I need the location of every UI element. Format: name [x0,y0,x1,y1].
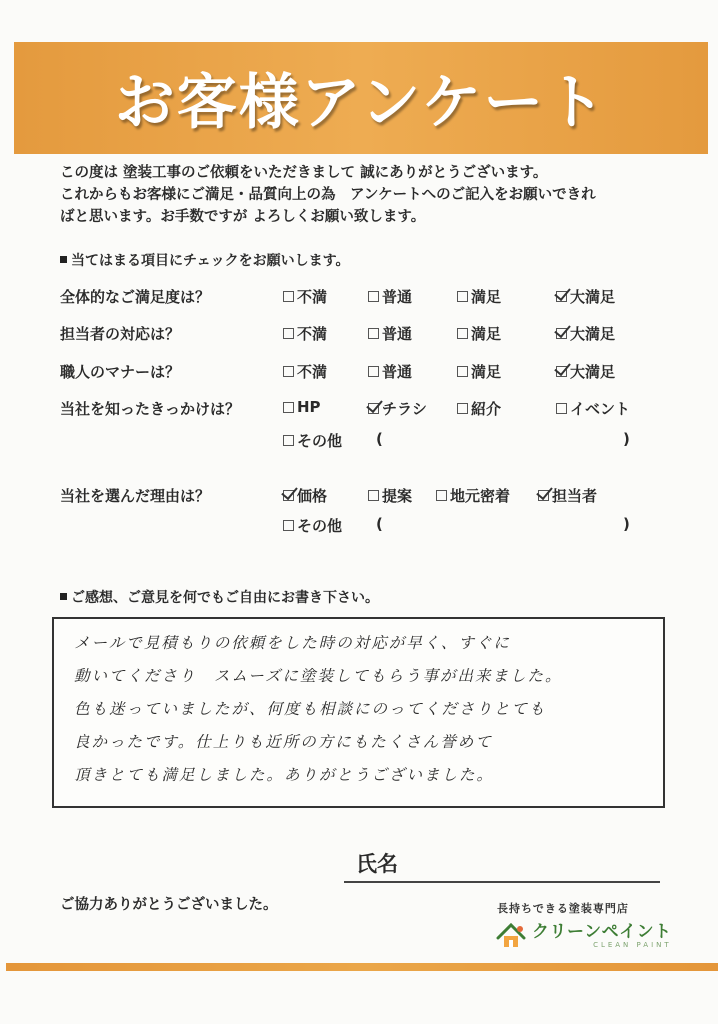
comments-heading: ご感想、ご意見を何でもご自由にお書き下さい。 [60,587,379,607]
handwritten-line: 頂きとても満足しました。ありがとうございました。 [74,766,495,784]
checkbox-icon[interactable] [368,490,379,501]
option-checkbox[interactable]: その他 [283,430,342,451]
option-checkbox[interactable]: 地元密着 [436,485,510,506]
other-input-close-paren: ) [623,430,630,448]
checkbox-checked-icon[interactable] [538,490,549,501]
question-reason-chosen: 当社を選んだ理由は？ [60,487,211,505]
option-checkbox[interactable]: 価格 [283,485,327,506]
checkbox-checked-icon[interactable] [556,328,567,339]
option-checkbox[interactable]: 満足 [457,286,501,307]
other-input-field[interactable] [392,428,617,448]
logo-text: クリーンペイント [532,921,672,942]
checkbox-icon[interactable] [283,291,294,302]
question-how-found: 当社を知ったきっかけは？ [60,400,241,418]
checkbox-icon[interactable] [283,435,294,446]
other-input-close-paren: ) [623,515,630,533]
page-title: お客様アンケート [114,68,608,138]
checklist-heading: 当てはまる項目にチェックをお願いします。 [60,250,349,270]
option-checkbox[interactable]: 大満足 [556,286,615,307]
question-overall-satisfaction: 全体的なご満足度は？ [60,288,211,306]
option-checkbox[interactable]: 大満足 [556,323,615,344]
intro-line: ばと思います。お手数ですが よろしくお願い致します。 [60,209,426,225]
name-input-line[interactable] [344,881,660,883]
question-staff-response: 担当者の対応は？ [60,325,181,343]
checkbox-icon[interactable] [556,403,567,414]
title-banner [14,42,708,154]
option-checkbox[interactable]: イベント [556,398,630,419]
checkbox-icon[interactable] [283,366,294,377]
name-label: 氏名 [356,852,398,876]
bottom-accent-bar [6,963,718,971]
checkbox-icon[interactable] [283,520,294,531]
option-checkbox[interactable]: 紹介 [457,398,501,419]
option-checkbox[interactable]: チラシ [368,398,427,419]
option-checkbox[interactable]: 担当者 [538,485,597,506]
option-checkbox[interactable]: 満足 [457,323,501,344]
checkbox-icon[interactable] [457,291,468,302]
option-checkbox[interactable]: 不満 [283,361,327,382]
handwritten-line: 良かったです。仕上りも近所の方にもたくさん誉めて [74,733,493,751]
other-input-field[interactable] [392,513,617,533]
checkbox-checked-icon[interactable] [283,490,294,501]
option-checkbox[interactable]: 大満足 [556,361,615,382]
handwritten-line: 動いてくださり スムーズに塗装してもらう事が出来ました。 [74,667,563,685]
checkbox-icon[interactable] [436,490,447,501]
intro-line: この度は 塗装工事のご依頼をいただきまして 誠にありがとうございます。 [60,165,548,181]
option-checkbox[interactable]: 普通 [368,323,412,344]
handwritten-line: 色も迷っていましたが、何度も相談にのってくださりとても [74,700,547,718]
handwritten-line: メールで見積もりの依頼をした時の対応が早く、すぐに [74,634,511,652]
other-input-open-paren: ( [376,430,383,448]
company-tagline: 長持ちできる塗装専門店 [497,902,629,915]
checkbox-checked-icon[interactable] [556,366,567,377]
checkbox-icon[interactable] [368,366,379,377]
option-checkbox[interactable]: 普通 [368,361,412,382]
checkbox-checked-icon[interactable] [556,291,567,302]
checkbox-checked-icon[interactable] [368,403,379,414]
option-checkbox[interactable]: 不満 [283,286,327,307]
option-checkbox[interactable]: 満足 [457,361,501,382]
bullet-square-icon [60,593,67,600]
thanks-message: ご協力ありがとうございました。 [60,897,278,913]
question-craftsman-manners: 職人のマナーは？ [60,363,181,381]
intro-line: これからもお客様にご満足・品質向上の為 アンケートへのご記入をお願いできれ [60,187,596,203]
bullet-square-icon [60,256,67,263]
checkbox-icon[interactable] [457,403,468,414]
option-checkbox[interactable]: その他 [283,515,342,536]
checkbox-icon[interactable] [457,328,468,339]
checkbox-icon[interactable] [368,328,379,339]
checkbox-icon[interactable] [368,291,379,302]
option-checkbox[interactable]: HP [283,398,321,416]
company-logo [494,920,672,952]
checkbox-icon[interactable] [283,328,294,339]
comment-textarea[interactable] [52,617,665,808]
other-input-open-paren: ( [376,515,383,533]
logo-subtext: CLEAN PAINT [593,940,672,949]
option-checkbox[interactable]: 提案 [368,485,412,506]
checkbox-icon[interactable] [283,402,294,413]
option-checkbox[interactable]: 不満 [283,323,327,344]
option-checkbox[interactable]: 普通 [368,286,412,307]
house-logo-icon [494,920,528,952]
intro-text [60,162,680,228]
checkbox-icon[interactable] [457,366,468,377]
